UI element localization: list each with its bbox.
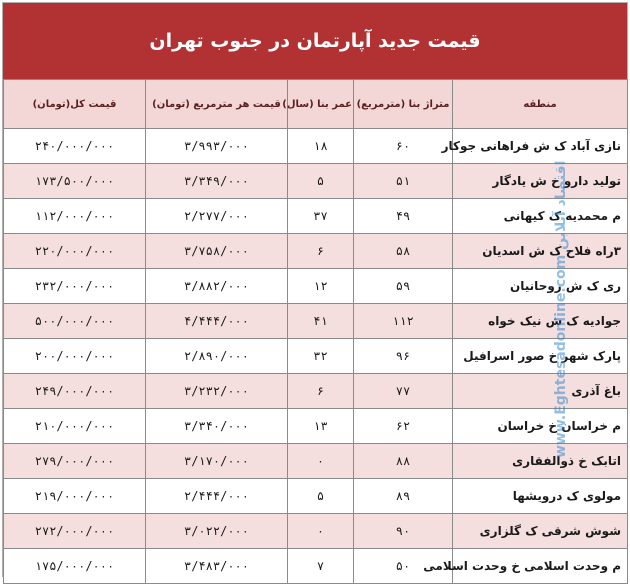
age-cell: ۳۲ [288, 339, 354, 374]
area-cell: ۵۱ [354, 164, 453, 199]
price-per-meter-cell: ۳/۹۹۳/۰۰۰ [146, 129, 288, 164]
area-cell: ۵۰ [354, 549, 453, 584]
watermark-text: www.Eghtesadonline.com اقتصاد آنلاین [553, 160, 569, 458]
price-per-meter-cell: ۳/۰۲۲/۰۰۰ [146, 514, 288, 549]
page-title: قیمت جدید آپارتمان در جنوب تهران [149, 30, 481, 52]
region-cell: م خراسان خ خراسان [453, 409, 628, 444]
total-price-cell: ۲۱۹/۰۰۰/۰۰۰ [4, 479, 146, 514]
price-per-meter-cell: ۳/۷۵۸/۰۰۰ [146, 234, 288, 269]
col-header-region: منطقه [453, 80, 628, 129]
area-cell: ۷۷ [354, 374, 453, 409]
price-per-meter-cell: ۳/۲۳۲/۰۰۰ [146, 374, 288, 409]
age-cell: ۵ [288, 164, 354, 199]
region-cell: م وحدت اسلامی خ وحدت اسلامی [453, 549, 628, 584]
price-table [3, 79, 628, 584]
table-row [4, 479, 628, 514]
area-cell: ۶۰ [354, 129, 453, 164]
table-row [4, 339, 628, 374]
table-row [4, 374, 628, 409]
price-per-meter-cell: ۳/۳۴۰/۰۰۰ [146, 409, 288, 444]
col-header-age: عمر بنا (سال) [288, 80, 354, 129]
area-cell: ۱۱۲ [354, 304, 453, 339]
table-row [4, 514, 628, 549]
total-price-cell: ۲۷۲/۰۰۰/۰۰۰ [4, 514, 146, 549]
region-cell: پارک شهر خ صور اسرافیل [453, 339, 628, 374]
area-cell: ۹۰ [354, 514, 453, 549]
region-cell: نازی آباد ک ش فراهانی جوکار [453, 129, 628, 164]
total-price-cell: ۱۷۳/۵۰۰/۰۰۰ [4, 164, 146, 199]
area-cell: ۹۶ [354, 339, 453, 374]
table-row [4, 549, 628, 584]
price-per-meter-cell: ۲/۲۷۷/۰۰۰ [146, 199, 288, 234]
price-per-meter-cell: ۲/۸۹۰/۰۰۰ [146, 339, 288, 374]
age-cell: ۳۷ [288, 199, 354, 234]
total-price-cell: ۱۱۲/۰۰۰/۰۰۰ [4, 199, 146, 234]
area-cell: ۸۸ [354, 444, 453, 479]
region-cell: م محمدیه ک کیهانی [453, 199, 628, 234]
region-cell: جوادیه ک ش نیک خواه [453, 304, 628, 339]
col-header-price-per-meter: قیمت هر مترمربع (تومان) [146, 80, 288, 129]
total-price-cell: ۱۷۵/۰۰۰/۰۰۰ [4, 549, 146, 584]
table-row [4, 234, 628, 269]
price-per-meter-cell: ۳/۴۸۳/۰۰۰ [146, 549, 288, 584]
table-row [4, 444, 628, 479]
age-cell: ۷ [288, 549, 354, 584]
area-cell: ۸۹ [354, 479, 453, 514]
age-cell: ۶ [288, 234, 354, 269]
total-price-cell: ۲۴۹/۰۰۰/۰۰۰ [4, 374, 146, 409]
price-table-panel [2, 2, 628, 577]
age-cell: ۰ [288, 514, 354, 549]
col-header-total-price: قیمت کل(تومان) [4, 80, 146, 129]
area-cell: ۵۹ [354, 269, 453, 304]
total-price-cell: ۲۲۰/۰۰۰/۰۰۰ [4, 234, 146, 269]
table-row [4, 409, 628, 444]
total-price-cell: ۲۴۰/۰۰۰/۰۰۰ [4, 129, 146, 164]
region-cell: ۳راه فلاح ک ش اسدیان [453, 234, 628, 269]
total-price-cell: ۵۰۰/۰۰۰/۰۰۰ [4, 304, 146, 339]
region-cell: مولوی ک درویشها [453, 479, 628, 514]
price-per-meter-cell: ۳/۳۴۹/۰۰۰ [146, 164, 288, 199]
table-row [4, 269, 628, 304]
age-cell: ۶ [288, 374, 354, 409]
region-cell: باغ آذری [453, 374, 628, 409]
table-row [4, 199, 628, 234]
area-cell: ۵۸ [354, 234, 453, 269]
table-row [4, 129, 628, 164]
age-cell: ۵ [288, 479, 354, 514]
price-per-meter-cell: ۴/۴۴۴/۰۰۰ [146, 304, 288, 339]
region-cell: تولید دارو خ ش یادگار [453, 164, 628, 199]
region-cell: شوش شرقی ک گلزاری [453, 514, 628, 549]
age-cell: ۱۲ [288, 269, 354, 304]
area-cell: ۴۹ [354, 199, 453, 234]
price-per-meter-cell: ۳/۸۸۲/۰۰۰ [146, 269, 288, 304]
age-cell: ۰ [288, 444, 354, 479]
total-price-cell: ۲۷۹/۰۰۰/۰۰۰ [4, 444, 146, 479]
table-row [4, 164, 628, 199]
title-bar [3, 3, 627, 79]
table-row [4, 304, 628, 339]
total-price-cell: ۲۰۰/۰۰۰/۰۰۰ [4, 339, 146, 374]
region-cell: اتابک خ ذوالفقاری [453, 444, 628, 479]
total-price-cell: ۲۳۲/۰۰۰/۰۰۰ [4, 269, 146, 304]
region-cell: ری ک ش روحانیان [453, 269, 628, 304]
age-cell: ۱۳ [288, 409, 354, 444]
price-per-meter-cell: ۳/۱۷۰/۰۰۰ [146, 444, 288, 479]
price-per-meter-cell: ۲/۴۴۴/۰۰۰ [146, 479, 288, 514]
col-header-area: متراژ بنا (مترمربع) [354, 80, 453, 129]
age-cell: ۴۱ [288, 304, 354, 339]
age-cell: ۱۸ [288, 129, 354, 164]
area-cell: ۶۲ [354, 409, 453, 444]
total-price-cell: ۲۱۰/۰۰۰/۰۰۰ [4, 409, 146, 444]
table-header-row [4, 80, 628, 129]
